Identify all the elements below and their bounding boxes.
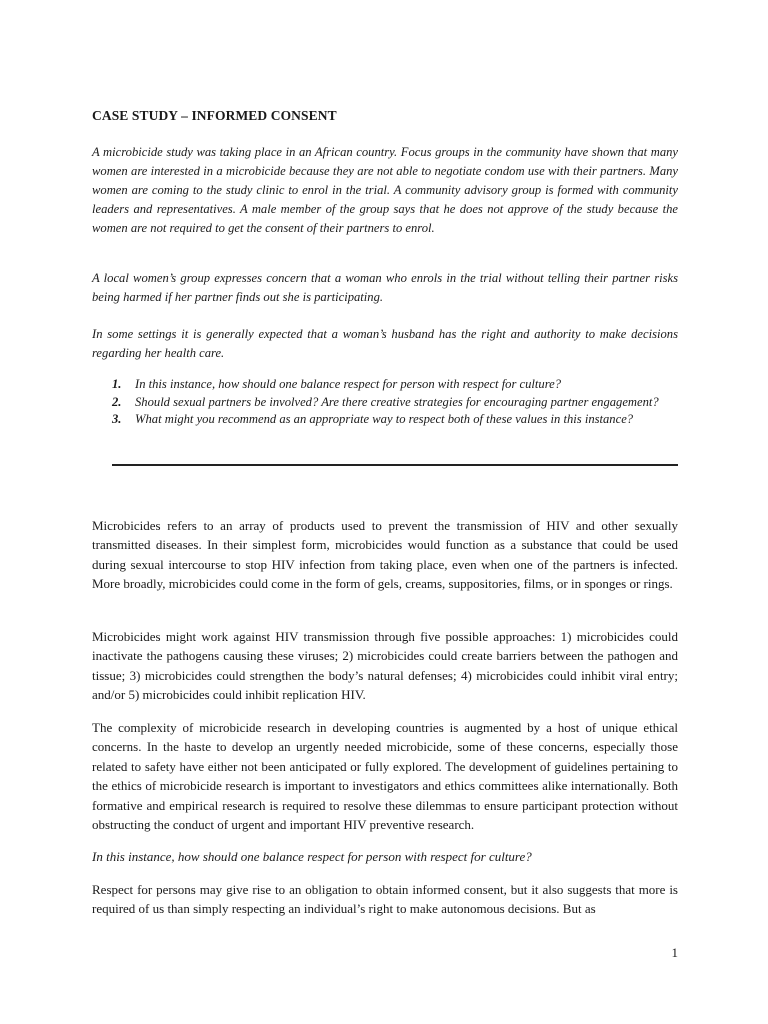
question-number: 1. (112, 377, 122, 391)
question-text: In this instance, how should one balance respect for person with respect for culture? (135, 377, 562, 391)
case-paragraph-1 (92, 143, 678, 238)
questions-list (112, 376, 678, 429)
page-number: 1 (671, 945, 678, 960)
body-question-heading (92, 847, 678, 866)
body-paragraph-2 (92, 627, 678, 705)
case-paragraph-3 (92, 325, 678, 363)
case-paragraph-2 (92, 269, 678, 307)
body-paragraph-text: Microbicides refers to an array of products used to prevent the transmission of HIV and other sexually transmitted diseases. In their simplest form, microbicides would function as a substance that could be used during sexual intercourse to stop HIV infection from taking place, even when one of the partners is infected. More broadly, microbicides could come in the form of gels, creams, suppositories, films, or in sponges or rings. (92, 518, 678, 592)
body-paragraph-4 (92, 880, 678, 919)
question-number: 3. (112, 412, 122, 426)
body-question-text: In this instance, how should one balance respect for person with respect for culture? (92, 849, 532, 864)
body-paragraph-3 (92, 718, 678, 834)
question-item (112, 411, 678, 429)
question-item (112, 376, 678, 394)
question-item (112, 394, 678, 412)
case-paragraph-text: A microbicide study was taking place in an African country. Focus groups in the community have shown that many women are interested in a microbicide because they are not able to negotiate condom use with their partners. Many women are coming to the study clinic to enrol in the trial. A community advisory group is formed with community leaders and representatives. A male member of the group says that he does not approve of the study because the women are not required to get the consent of their partners to enrol. (92, 145, 678, 235)
question-number: 2. (112, 394, 122, 409)
body-paragraph-1 (92, 516, 678, 594)
case-study-title: CASE STUDY – INFORMED CONSENT (92, 108, 337, 123)
body-paragraph-text: Microbicides might work against HIV transmission through five possible approaches: 1) microbicides could inactivate the pathogens causing these viruses; 2) microbicides could create barriers between the pathogen and tissue; 3) microbicides could strengthen the body’s natural defenses; 4) microbicides could inhibit viral entry; and/or 5) microbicides could inhibit replication HIV. (92, 629, 678, 703)
body-paragraph-text: The complexity of microbicide research in developing countries is augmented by a host of unique ethical concerns. In the haste to develop an urgently needed microbicide, some of these concerns, especially those related to safety have either not been anticipated or fully explored. The development of guidelines pertaining to the ethics of microbicide research is important to investigators and ethics committees alike internationally. Both formative and empirical research is required to resolve these dilemmas to ensure participant protection without obstructing the conduct of urgent and important HIV preventive research. (92, 720, 678, 833)
case-paragraph-text: A local women’s group expresses concern that a woman who enrols in the trial without telling their partner risks being harmed if her partner finds out she is participating. (92, 271, 678, 304)
question-text: Should sexual partners be involved? Are there creative strategies for encouraging partner engagement? (135, 394, 659, 409)
body-paragraph-text: Respect for persons may give rise to an obligation to obtain informed consent, but it also suggests that more is required of us than simply respecting an individual’s right to make autonomous decisions. But as (92, 882, 678, 917)
section-divider (112, 464, 678, 466)
question-text: What might you recommend as an appropriate way to respect both of these values in this instance? (135, 412, 634, 426)
case-paragraph-text: In some settings it is generally expected that a woman’s husband has the right and authority to make decisions regarding her health care. (92, 327, 678, 360)
